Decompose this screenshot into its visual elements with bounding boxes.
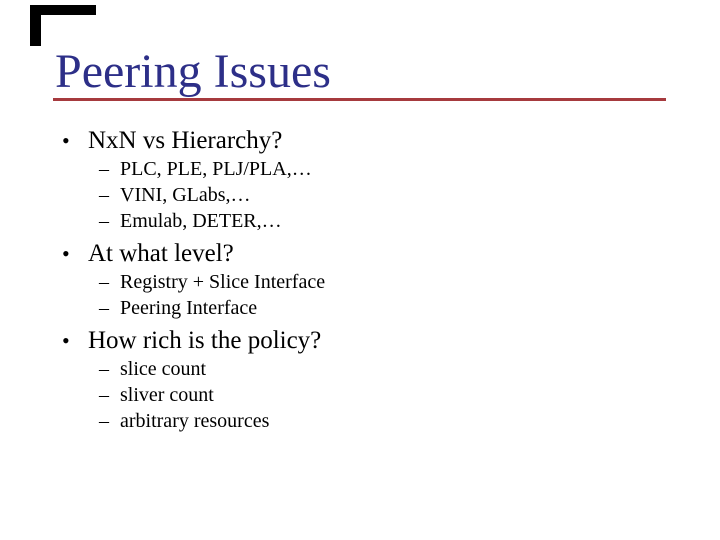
- sub-bullet-item: [0, 211, 720, 231]
- bullet-text: How rich is the policy?: [88, 327, 322, 354]
- section-how-rich-policy: [0, 328, 720, 431]
- sub-bullet-text: arbitrary resources: [120, 410, 270, 432]
- dash-icon: –: [99, 210, 109, 232]
- sub-bullet-text: VINI, GLabs,…: [120, 184, 251, 206]
- dash-icon: –: [99, 158, 109, 180]
- sub-bullet-item: [0, 272, 720, 292]
- bullet-dot-icon: •: [62, 241, 70, 266]
- dash-icon: –: [99, 358, 109, 380]
- bullet-item: [0, 328, 720, 353]
- bullet-item: [0, 241, 720, 266]
- sub-bullet-item: [0, 185, 720, 205]
- dash-icon: –: [99, 410, 109, 432]
- sub-bullet-text: sliver count: [120, 384, 214, 406]
- section-at-what-level: [0, 241, 720, 318]
- dash-icon: –: [99, 384, 109, 406]
- bullet-text: NxN vs Hierarchy?: [88, 127, 283, 154]
- slide-title: Peering Issues: [55, 45, 331, 98]
- bullet-text: At what level?: [88, 240, 234, 267]
- sub-bullet-text: slice count: [120, 358, 207, 380]
- sub-bullet-text: Registry + Slice Interface: [120, 271, 326, 293]
- bullet-dot-icon: •: [62, 328, 70, 353]
- sub-bullet-text: PLC, PLE, PLJ/PLA,…: [120, 158, 312, 180]
- sub-bullet-text: Emulab, DETER,…: [120, 210, 282, 232]
- sub-bullet-item: [0, 385, 720, 405]
- sub-bullet-text: Peering Interface: [120, 297, 258, 319]
- dash-icon: –: [99, 297, 109, 319]
- sub-bullet-item: [0, 411, 720, 431]
- sub-bullet-item: [0, 159, 720, 179]
- dash-icon: –: [99, 271, 109, 293]
- bullet-item: [0, 128, 720, 153]
- sub-bullet-item: [0, 359, 720, 379]
- sub-bullet-item: [0, 298, 720, 318]
- dash-icon: –: [99, 184, 109, 206]
- bullet-dot-icon: •: [62, 128, 70, 153]
- section-nxn-vs-hierarchy: [0, 128, 720, 231]
